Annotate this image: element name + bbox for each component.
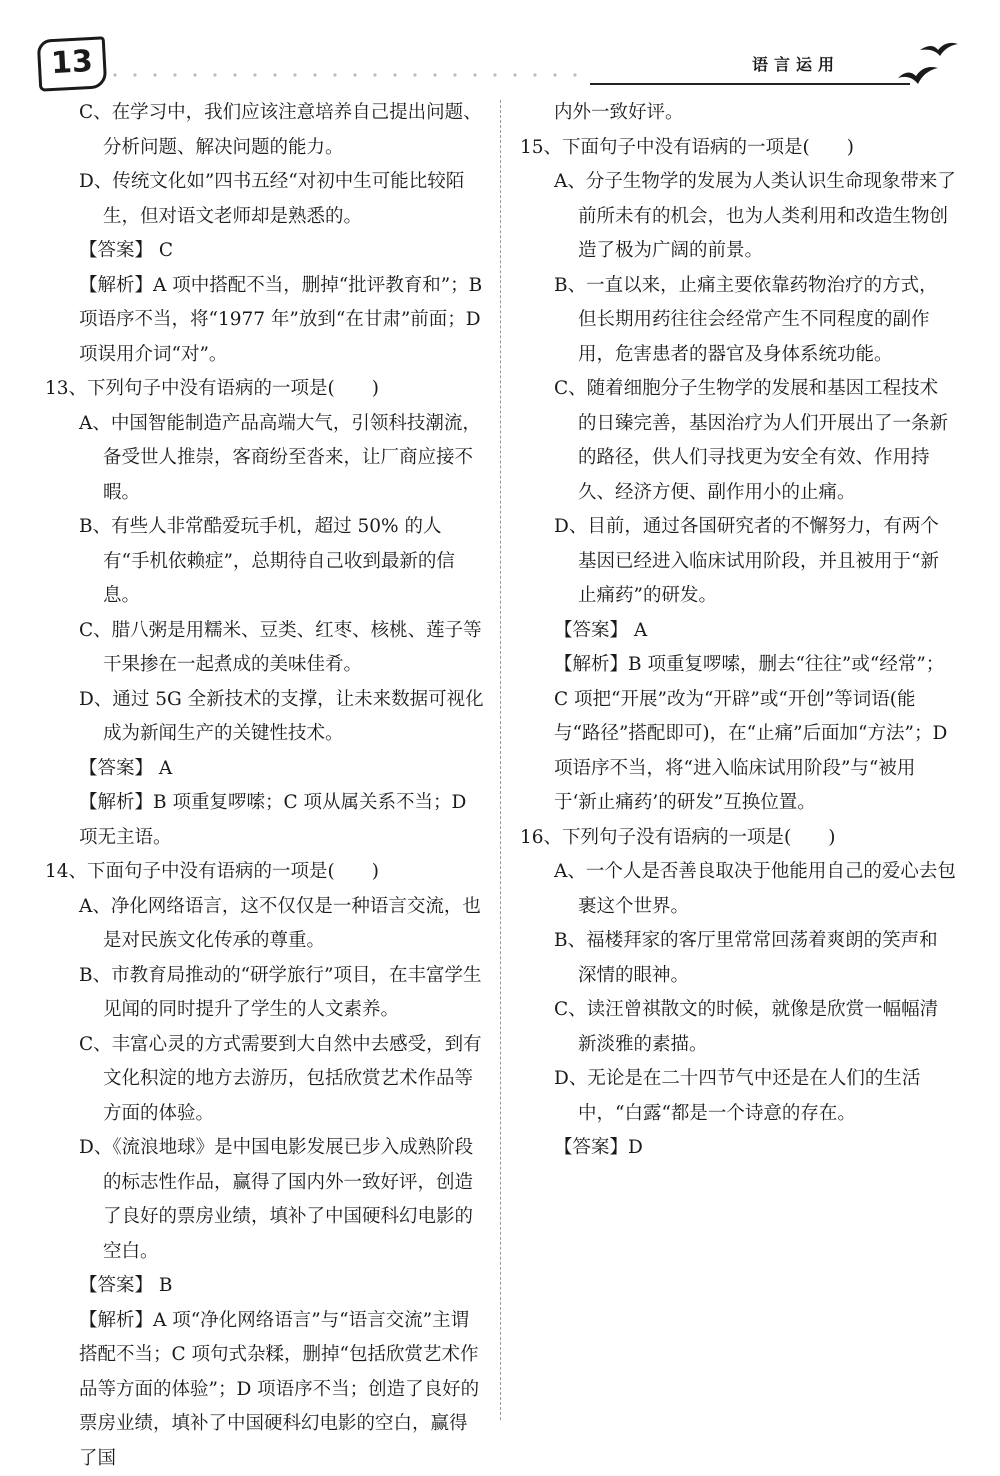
- answer-line: 【答案】 C: [45, 234, 485, 269]
- answer-option: A、一个人是否善良取决于他能用自己的爱心去包裹这个世界。: [520, 855, 956, 924]
- birds-icon: [880, 38, 970, 98]
- answer-option: C、丰富心灵的方式需要到大自然中去感受，到有文化积淀的地方去游历，包括欣赏艺术作品等方面的体验。: [45, 1028, 485, 1132]
- answer-option: D、无论是在二十四节气中还是在人们的生活中，“白露“都是一个诗意的存在。: [520, 1062, 956, 1131]
- page-header: [0, 0, 1000, 95]
- answer-option: A、净化网络语言，这不仅仅是一种语言交流，也是对民族文化传承的尊重。: [45, 890, 485, 959]
- question-stem: 14、下面句子中没有语病的一项是( ): [45, 855, 485, 890]
- analysis-line: 内外一致好评。: [520, 96, 956, 131]
- question-stem: 15、下面句子中没有语病的一项是( ): [520, 131, 956, 166]
- analysis-line: 【解析】B 项重复啰嗦；C 项从属关系不当；D 项无主语。: [45, 786, 485, 855]
- answer-option: D、《流浪地球》是中国电影发展已步入成熟阶段的标志性作品，赢得了国内外一致好评，创造了良好的票房业绩，填补了中国硬科幻电影的空白。: [45, 1131, 485, 1269]
- analysis-line: 【解析】B 项重复啰嗦，删去“往往”或“经常”；C 项把“开展”改为“开辟”或“开创”等词语(能与“路径”搭配即可)，在“止痛”后面加“方法”；D 项语序不当，将“进入临床试用阶段”与“被用于‘新止痛药’的研发”互换位置。: [520, 648, 956, 821]
- answer-option: A、分子生物学的发展为人类认识生命现象带来了前所未有的机会，也为人类利用和改造生物创造了极为广阔的前景。: [520, 165, 956, 269]
- page-number: 13: [37, 36, 108, 91]
- analysis-line: 【解析】A 项“净化网络语言”与“语言交流”主谓搭配不当；C 项句式杂糅，删掉“包括欣赏艺术作品等方面的体验”；D 项语序不当；创造了良好的票房业绩，填补了中国硬科幻电影的空白，赢得了国: [45, 1304, 485, 1476]
- section-title: 语言运用: [752, 52, 840, 75]
- answer-line: 【答案】D: [520, 1131, 956, 1166]
- left-column: [45, 96, 485, 1476]
- answer-line: 【答案】 A: [45, 752, 485, 787]
- column-divider: [500, 100, 501, 1420]
- question-stem: 16、下列句子没有语病的一项是( ): [520, 821, 956, 856]
- question-stem: 13、下列句子中没有语病的一项是( ): [45, 372, 485, 407]
- answer-line: 【答案】 B: [45, 1269, 485, 1304]
- header-rule: [590, 83, 910, 85]
- answer-option: B、一直以来，止痛主要依靠药物治疗的方式，但长期用药往往会经常产生不同程度的副作用，危害患者的器官及身体系统功能。: [520, 269, 956, 373]
- analysis-line: 【解析】A 项中搭配不当，删掉“批评教育和”；B 项语序不当，将“1977 年”放到“在甘肃”前面；D 项误用介词“对”。: [45, 269, 485, 373]
- answer-option: D、通过 5G 全新技术的支撑，让未来数据可视化成为新闻生产的关键性技术。: [45, 683, 485, 752]
- answer-option: D、传统文化如”四书五经“对初中生可能比较陌生，但对语文老师却是熟悉的。: [45, 165, 485, 234]
- answer-line: 【答案】 A: [520, 614, 956, 649]
- answer-option: C、读汪曾祺散文的时候，就像是欣赏一幅幅清新淡雅的素描。: [520, 993, 956, 1062]
- decorative-dots: [110, 70, 710, 80]
- answer-option: C、随着细胞分子生物学的发展和基因工程技术的日臻完善，基因治疗为人们开展出了一条新的路径，供人们寻找更为安全有效、作用持久、经济方便、副作用小的止痛。: [520, 372, 956, 510]
- answer-option: B、市教育局推动的“研学旅行”项目，在丰富学生见闻的同时提升了学生的人文素养。: [45, 959, 485, 1028]
- answer-option: B、福楼拜家的客厅里常常回荡着爽朗的笑声和深情的眼神。: [520, 924, 956, 993]
- answer-option: D、目前，通过各国研究者的不懈努力，有两个基因已经进入临床试用阶段，并且被用于“新止痛药”的研发。: [520, 510, 956, 614]
- right-column: [520, 96, 956, 1166]
- answer-option: A、中国智能制造产品高端大气，引领科技潮流，备受世人推崇，客商纷至沓来，让厂商应接不暇。: [45, 407, 485, 511]
- answer-option: B、有些人非常酷爱玩手机，超过 50% 的人有“手机依赖症”，总期待自己收到最新的信息。: [45, 510, 485, 614]
- answer-option: C、在学习中，我们应该注意培养自己提出问题、分析问题、解决问题的能力。: [45, 96, 485, 165]
- answer-option: C、腊八粥是用糯米、豆类、红枣、核桃、莲子等干果掺在一起煮成的美味佳肴。: [45, 614, 485, 683]
